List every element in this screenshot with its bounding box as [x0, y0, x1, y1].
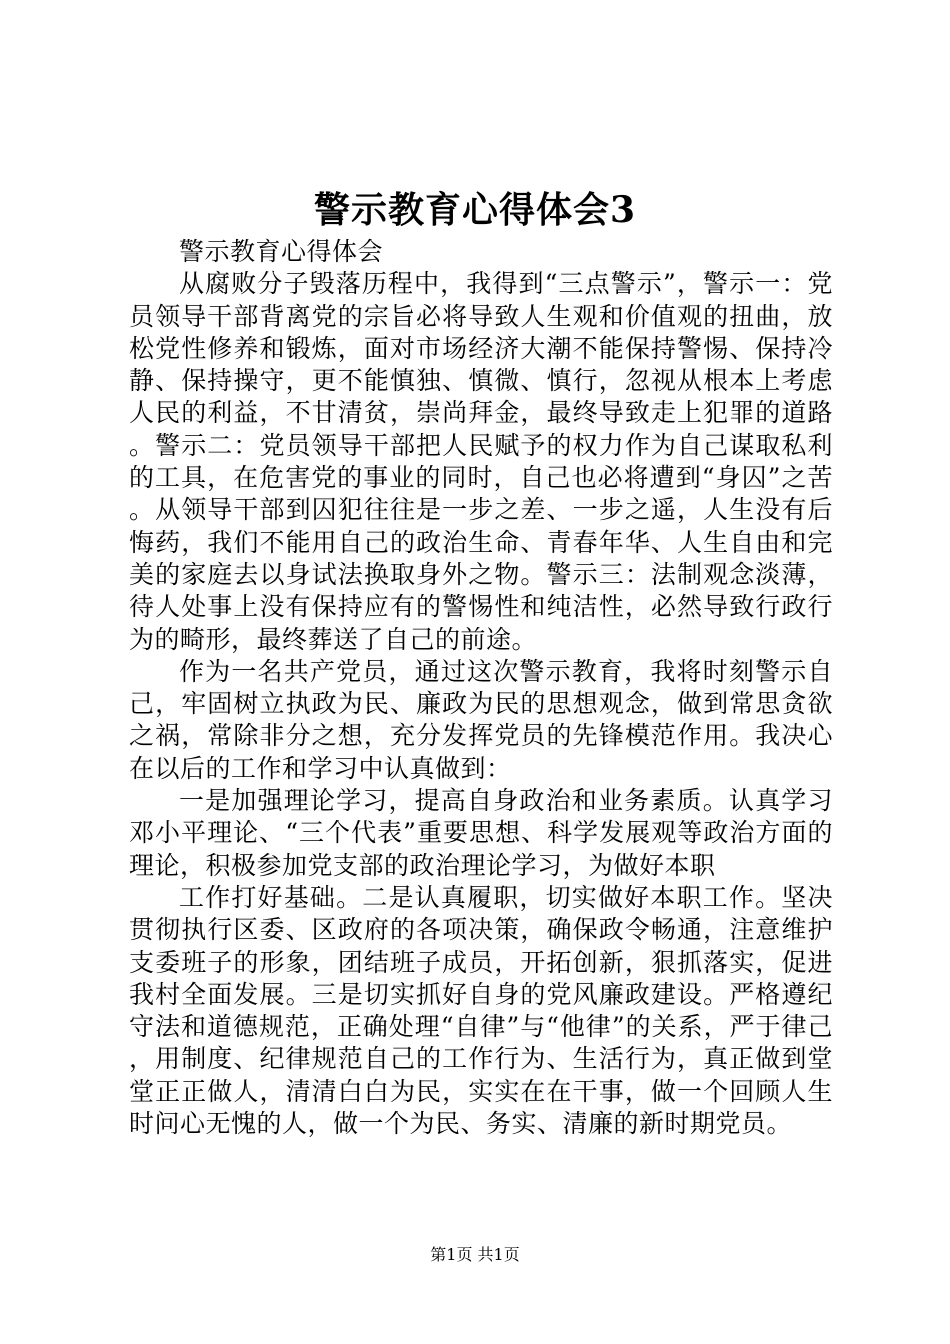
paragraph-point-one: 一是加强理论学习，提高自身政治和业务素质。认真学习邓小平理论、“三个代表”重要思想、科学发展观等政治方面的理论，积极参加党支部的政治理论学习，为做好本职: [129, 786, 833, 880]
document-title: 警示教育心得体会3: [313, 189, 637, 231]
document-body: [129, 236, 833, 1140]
page-number-footer: 第1页 共1页: [430, 1245, 520, 1264]
paragraph-subtitle: 警示教育心得体会: [179, 237, 384, 266]
paragraph-points-two-three: 工作打好基础。二是认真履职，切实做好本职工作。坚决贯彻执行区委、区政府的各项决策，确保政令畅通，注意维护支委班子的形象，团结班子成员，开拓创新，狠抓落实，促进我村全面发展。三是切实抓好自身的党风廉政建设。严格遵纪守法和道德规范，正确处理“自律”与“他律”的关系，严于律己，用制度、纪律规范自己的工作行为、生活行为，真正做到堂堂正正做人，清清白白为民，实实在在干事，做一个回顾人生时问心无愧的人，做一个为民、务实、清廉的新时期党员。: [129, 882, 833, 1139]
paragraph-warnings: 从腐败分子毁落历程中，我得到“三点警示”，警示一：党员领导干部背离党的宗旨必将导致人生观和价值观的扭曲，放松党性修养和锻炼，面对市场经济大潮不能保持警惕、保持冷静、保持操守，更不能慎独、慎微、慎行，忽视从根本上考虑人民的利益，不甘清贫，崇尚拜金，最终导致走上犯罪的道路。警示二：党员领导干部把人民赋予的权力作为自己谋取私利的工具，在危害党的事业的同时，自己也必将遭到“身囚”之苦。从领导干部到囚犯往往是一步之差、一步之遥，人生没有后悔药，我们不能用自己的政治生命、青春年华、人生自由和完美的家庭去以身试法换取身外之物。警示三：法制观念淡薄，待人处事上没有保持应有的警惕性和纯洁性，必然导致行政行为的畸形，最终葬送了自己的前途。: [129, 269, 833, 654]
paragraph-resolution: 作为一名共产党员，通过这次警示教育，我将时刻警示自己，牢固树立执政为民、廉政为民的思想观念，做到常思贪欲之祸，常除非分之想，充分发挥党员的先锋模范作用。我决心在以后的工作和学习中认真做到：: [129, 656, 833, 783]
